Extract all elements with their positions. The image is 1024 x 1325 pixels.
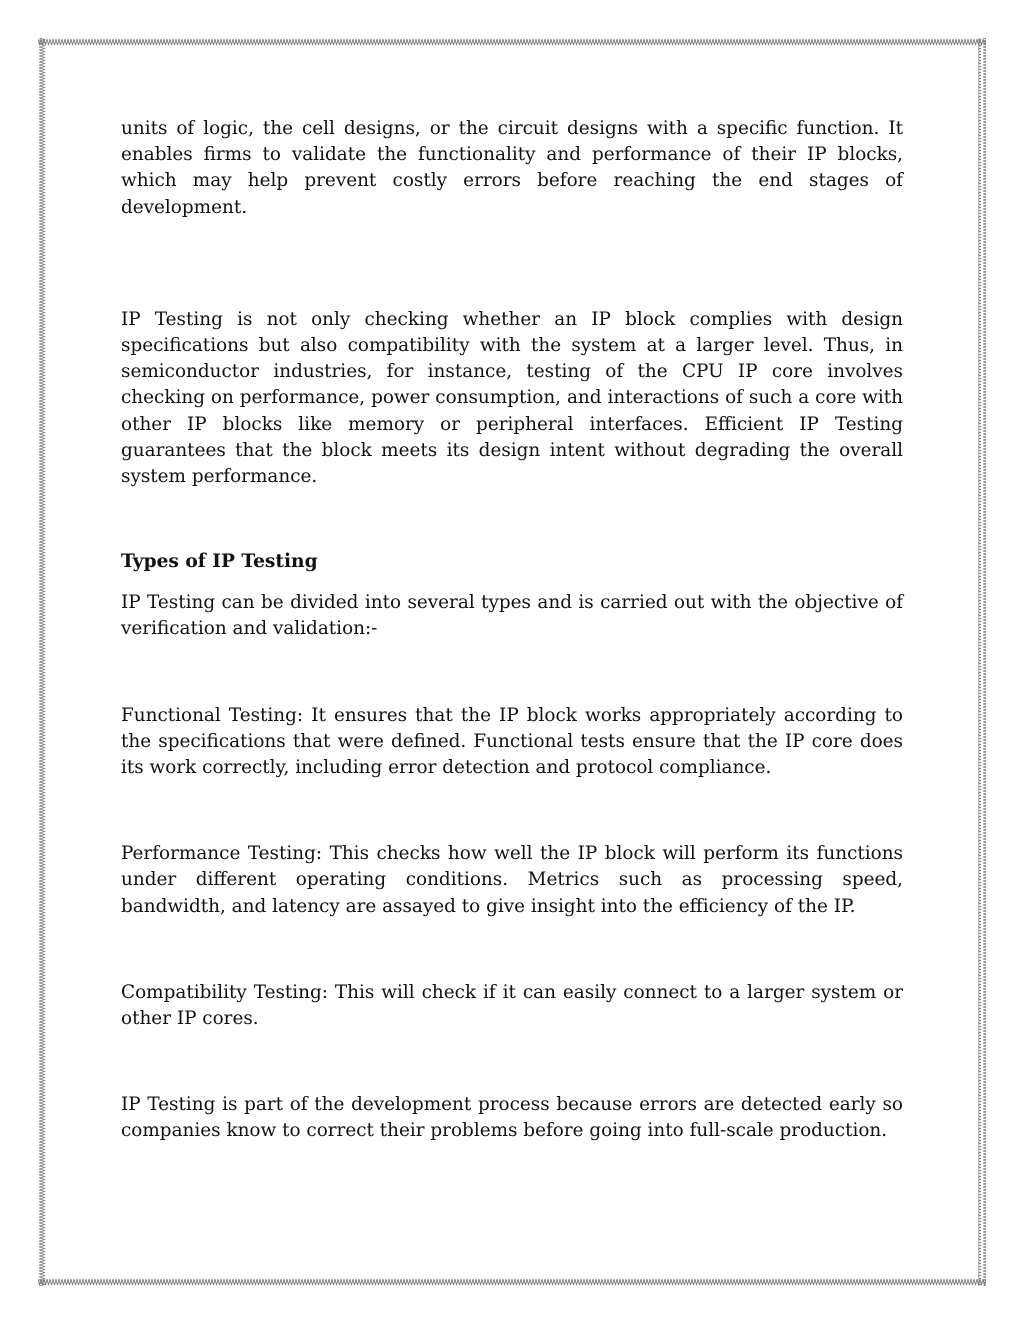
border-bottom <box>38 1278 986 1286</box>
document-body <box>121 116 903 1145</box>
border-left <box>38 38 46 1286</box>
border-right <box>978 38 986 1286</box>
paragraph-types-intro: IP Testing can be divided into several types and is carried out with the objective of verification and validation:- <box>121 592 903 640</box>
paragraph-compatibility-testing: Compatibility Testing: This will check if it can easily connect to a larger system or other IP cores. <box>121 981 903 1030</box>
paragraph-conclusion: IP Testing is part of the development process because errors are detected early so companies know to correct their problems before going into full-scale production. <box>121 1094 903 1142</box>
paragraph-intro-continued: units of logic, the cell designs, or the circuit designs with a specific function. It enables firms to validate the functionality and performance of their IP blocks, which may help prevent costly errors before reaching the end stages of development. <box>121 118 903 218</box>
paragraph-functional-testing: Functional Testing: It ensures that the IP block works appropriately according to the specifications that were defined. Functional tests ensure that the IP core does its work correctly, including error detection and protocol compliance. <box>121 704 903 779</box>
paragraph-performance-testing: Performance Testing: This checks how well the IP block will perform its functions under different operating conditions. Metrics such as processing speed, bandwidth, and latency are assayed to give insight into the efficiency of the IP. <box>121 843 903 917</box>
paragraph-ip-testing-overview: IP Testing is not only checking whether an IP block complies with design specifications but also compatibility with the system at a larger level. Thus, in semiconductor industries, for instance, testing of the CPU IP core involves checking on performance, power consumption, and interactions of such a core with other IP blocks like memory or peripheral interfaces. Efficient IP Testing guarantees that the block meets its design intent without degrading the overall system performance. <box>121 308 903 488</box>
border-top <box>38 38 986 46</box>
section-heading-types: Types of IP Testing <box>121 551 318 573</box>
